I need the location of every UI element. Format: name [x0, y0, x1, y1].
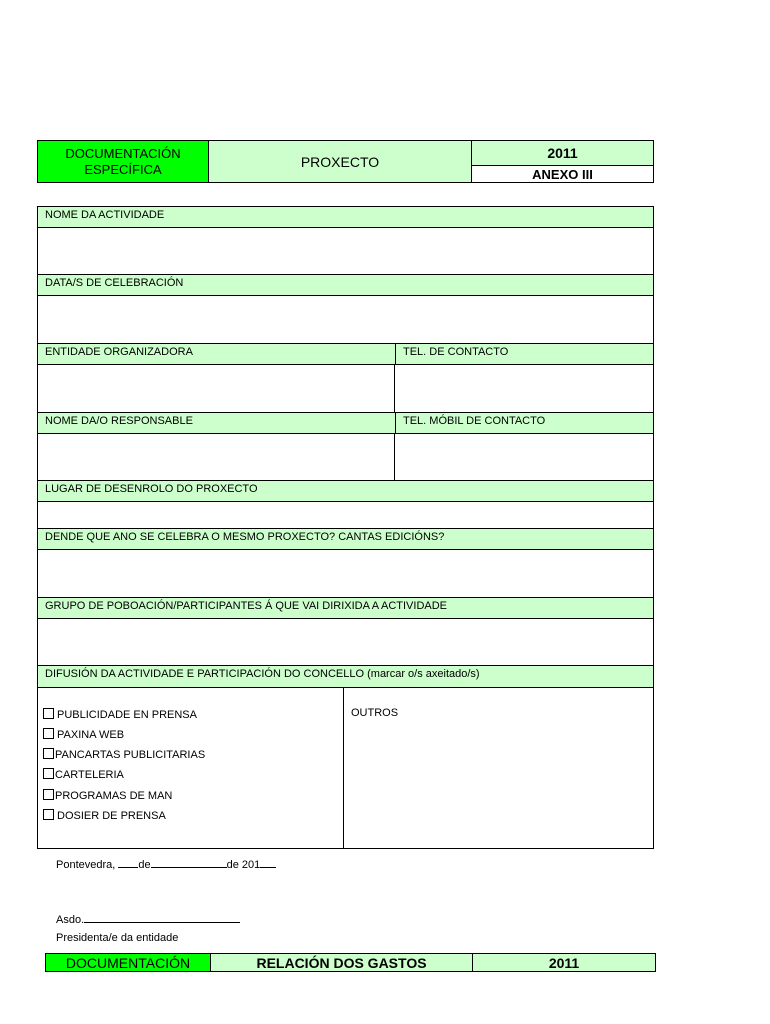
location-label: LUGAR DE DESENROLO DO PROXECTO [37, 480, 654, 502]
checkbox-icon[interactable] [43, 809, 54, 820]
day-blank[interactable] [118, 857, 138, 868]
dates-field[interactable] [38, 296, 653, 344]
checkbox-icon[interactable] [43, 728, 54, 739]
activity-name-label: NOME DA ACTIVIDADE [37, 206, 654, 228]
target-group-field[interactable] [38, 619, 653, 666]
mobile-phone-label: TEL. MÓBIL DE CONTACTO [395, 412, 654, 434]
footer-doc-text: DOCUMENTACIÓN [65, 954, 191, 971]
option-programs[interactable] [43, 789, 172, 802]
diffusion-divider [343, 688, 344, 848]
doc-category-label [37, 140, 209, 183]
project-title [208, 140, 472, 183]
footer-year-text: 2011 [548, 954, 580, 971]
option-web[interactable] [43, 728, 124, 741]
activity-name-field[interactable] [38, 228, 653, 275]
signature-role: Presidenta/e da entidade [56, 932, 179, 944]
target-group-label: GRUPO DE POBOACIÓN/PARTICIPANTES Á QUE VAI DIRIXIDA A ACTIVIDADE [37, 597, 654, 619]
signature-date-line [56, 857, 276, 871]
option-label: CARTELERIA [55, 769, 124, 781]
option-posters[interactable] [43, 768, 124, 781]
year-label [471, 140, 654, 166]
footer-title [210, 953, 473, 972]
option-label: PROGRAMAS DE MAN [55, 790, 173, 802]
signature-line [56, 912, 240, 926]
location-field[interactable] [38, 502, 653, 529]
footer-year [472, 953, 656, 972]
option-press-dossier[interactable] [43, 809, 166, 822]
contact-phone-label: TEL. DE CONTACTO [395, 343, 654, 365]
checkbox-icon[interactable] [43, 789, 54, 800]
footer-title-text: RELACIÓN DOS GASTOS [256, 954, 427, 971]
option-label: DOSIER DE PRENSA [57, 810, 166, 822]
project-title-text: PROXECTO [300, 153, 380, 170]
others-label: OUTROS [351, 707, 399, 719]
signature-blank[interactable] [84, 912, 240, 923]
year-text: 2011 [547, 145, 578, 161]
annex-text: ANEXO III [532, 166, 593, 182]
place-text: Pontevedra, [56, 859, 116, 871]
responsible-label: NOME DA/O RESPONSABLE [37, 412, 396, 434]
responsible-field[interactable] [38, 434, 395, 481]
checkbox-icon[interactable] [43, 748, 54, 759]
mobile-phone-field[interactable] [396, 434, 653, 481]
option-label: PANCARTAS PUBLICITARIAS [55, 749, 206, 761]
organizer-label: ENTIDADE ORGANIZADORA [37, 343, 396, 365]
doc-category-line1: DOCUMENTACIÓN [65, 145, 181, 161]
since-when-field[interactable] [38, 550, 653, 598]
diffusion-label: DIFUSIÓN DA ACTIVIDADE E PARTICIPACIÓN DO CONCELLO (marcar o/s axeitado/s) [37, 665, 654, 688]
since-when-label: DENDE QUE ANO SE CELEBRA O MESMO PROXECTO? CANTAS EDICIÓNS? [37, 528, 654, 550]
doc-category-line2: ESPECÍFICA [84, 161, 162, 177]
annex-label [471, 165, 654, 183]
organizer-field[interactable] [38, 365, 395, 413]
de-text: de [138, 859, 151, 871]
option-press[interactable] [43, 708, 197, 721]
option-label: PUBLICIDADE EN PRENSA [57, 709, 197, 721]
checkbox-icon[interactable] [43, 768, 54, 779]
dates-label: DATA/S DE CELEBRACIÓN [37, 274, 654, 296]
asdo-text: Asdo. [56, 914, 85, 926]
footer-doc-label [45, 953, 211, 972]
month-blank[interactable] [151, 857, 227, 868]
year-blank[interactable] [260, 857, 276, 868]
option-banners[interactable] [43, 748, 205, 761]
contact-phone-field[interactable] [396, 365, 653, 413]
option-label: PAXINA WEB [57, 729, 125, 741]
year-prefix-text: de 201 [226, 859, 261, 871]
checkbox-icon[interactable] [43, 708, 54, 719]
